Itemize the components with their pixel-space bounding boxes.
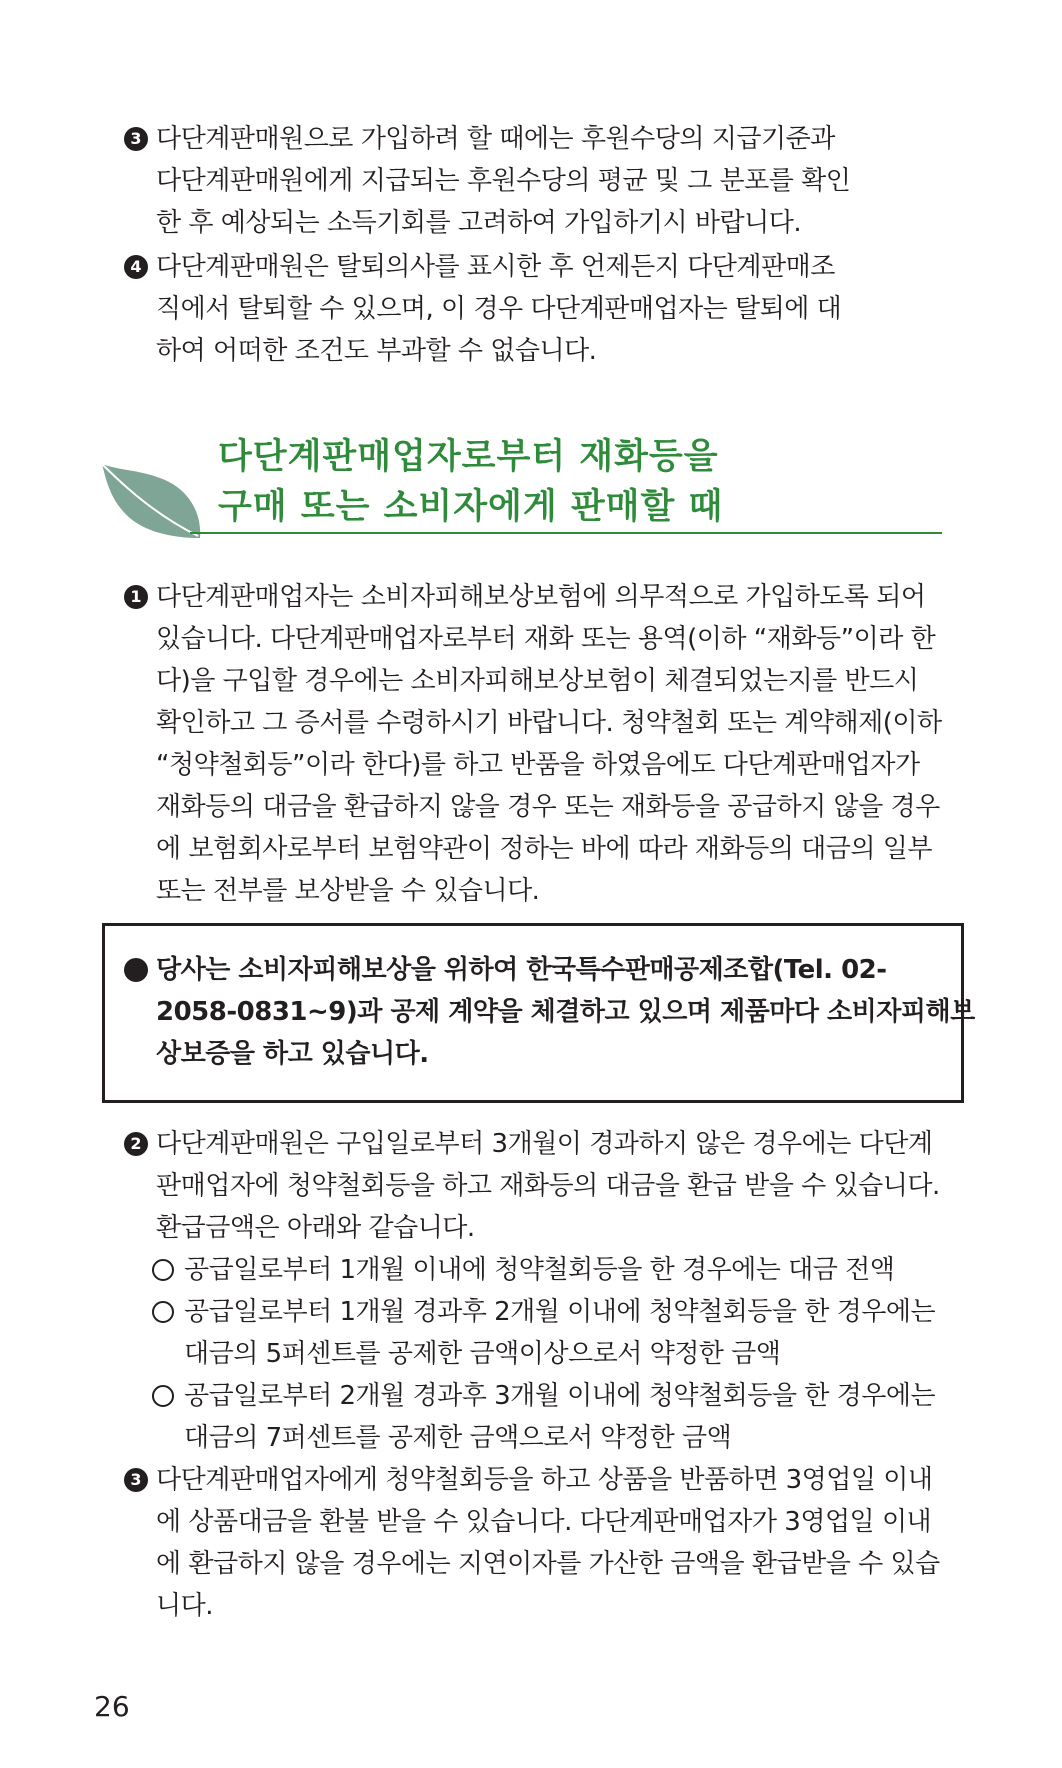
text-line: 확인하고 그 증서를 수령하시기 바랍니다. 청약철회 또는 계약해제(이하 (156, 708, 942, 738)
text-line: 당사는 소비자피해보상을 위하여 한국특수판매공제조합(Tel. 02- (156, 955, 887, 985)
number-marker-2: 2 (124, 1132, 148, 1156)
text-line: 다단계판매원에게 지급되는 후원수당의 평균 및 그 분포를 확인 (156, 166, 851, 196)
refund-subitem-3 (152, 1375, 952, 1459)
text-line: 다)을 구입할 경우에는 소비자피해보상보험이 체결되었는지를 반드시 (156, 666, 919, 696)
text-line: “청약철회등”이라 한다)를 하고 반품을 하였음에도 다단계판매업자가 (156, 750, 920, 780)
page-number: 26 (94, 1690, 130, 1723)
number-marker-3: 3 (124, 1468, 148, 1492)
text-line: 다단계판매업자는 소비자피해보상보험에 의무적으로 가입하도록 되어 (156, 582, 926, 612)
text-line: 공급일로부터 2개월 경과후 3개월 이내에 청약철회등을 한 경우에는 (184, 1381, 936, 1411)
refund-subitem-1 (152, 1249, 952, 1291)
circle-bullet-icon (152, 1301, 174, 1323)
section-item-2 (124, 1123, 944, 1249)
heading-line-1: 다단계판매업자로부터 재화등을 (218, 436, 719, 477)
section-heading (218, 432, 723, 532)
refund-subitem-2 (152, 1291, 952, 1375)
notice-text (124, 949, 975, 1075)
text-line: 직에서 탈퇴할 수 있으며, 이 경우 다단계판매업자는 탈퇴에 대 (156, 294, 842, 324)
text-line: 에 상품대금을 환불 받을 수 있습니다. 다단계판매업자가 3영업일 이내 (156, 1507, 932, 1537)
bullet-dot (124, 958, 148, 982)
text-line: 재화등의 대금을 환급하지 않을 경우 또는 재화등을 공급하지 않을 경우 (156, 792, 940, 822)
text-line: 하여 어떠한 조건도 부과할 수 없습니다. (156, 336, 597, 366)
top-item-3 (124, 118, 944, 244)
text-line: 에 환급하지 않을 경우에는 지연이자를 가산한 금액을 환급받을 수 있습 (156, 1549, 940, 1579)
leaf-icon (98, 460, 208, 540)
text-line: 공급일로부터 1개월 경과후 2개월 이내에 청약철회등을 한 경우에는 (184, 1297, 936, 1327)
text-line: 상보증을 하고 있습니다. (156, 1039, 429, 1069)
text-line: 니다. (156, 1591, 213, 1621)
text-line: 에 보험회사로부터 보험약관이 정하는 바에 따라 재화등의 대금의 일부 (156, 834, 932, 864)
text-line: 다단계판매업자에게 청약철회등을 하고 상품을 반품하면 3영업일 이내 (156, 1465, 933, 1495)
text-line: 다단계판매원은 탈퇴의사를 표시한 후 언제든지 다단계판매조 (156, 252, 835, 282)
top-item-4 (124, 246, 944, 372)
circle-bullet-icon (152, 1385, 174, 1407)
heading-underline (190, 532, 942, 534)
text-line: 또는 전부를 보상받을 수 있습니다. (156, 876, 540, 906)
text-line: 대금의 7퍼센트를 공제한 금액으로서 약정한 금액 (184, 1423, 732, 1453)
text-line: 2058-0831~9)과 공제 계약을 체결하고 있으며 제품마다 소비자피해보 (156, 997, 975, 1027)
heading-line-2: 구매 또는 소비자에게 판매할 때 (218, 486, 724, 527)
text-line: 공급일로부터 1개월 이내에 청약철회등을 한 경우에는 대금 전액 (184, 1255, 895, 1285)
text-line: 다단계판매원은 구입일로부터 3개월이 경과하지 않은 경우에는 다단계 (156, 1129, 933, 1159)
text-line: 있습니다. 다단계판매업자로부터 재화 또는 용역(이하 “재화등”이라 한 (156, 624, 936, 654)
number-marker-4: 4 (124, 255, 148, 279)
text-line: 한 후 예상되는 소득기회를 고려하여 가입하기시 바랍니다. (156, 208, 802, 238)
circle-bullet-icon (152, 1259, 174, 1281)
text-line: 판매업자에 청약철회등을 하고 재화등의 대금을 환급 받을 수 있습니다. (156, 1171, 940, 1201)
section-item-3 (124, 1459, 944, 1627)
section-item-1 (124, 576, 944, 912)
text-line: 대금의 5퍼센트를 공제한 금액이상으로서 약정한 금액 (184, 1339, 781, 1369)
number-marker-1: 1 (124, 585, 148, 609)
text-line: 환급금액은 아래와 같습니다. (156, 1213, 475, 1243)
number-marker-3: 3 (124, 127, 148, 151)
text-line: 다단계판매원으로 가입하려 할 때에는 후원수당의 지급기준과 (156, 124, 835, 154)
